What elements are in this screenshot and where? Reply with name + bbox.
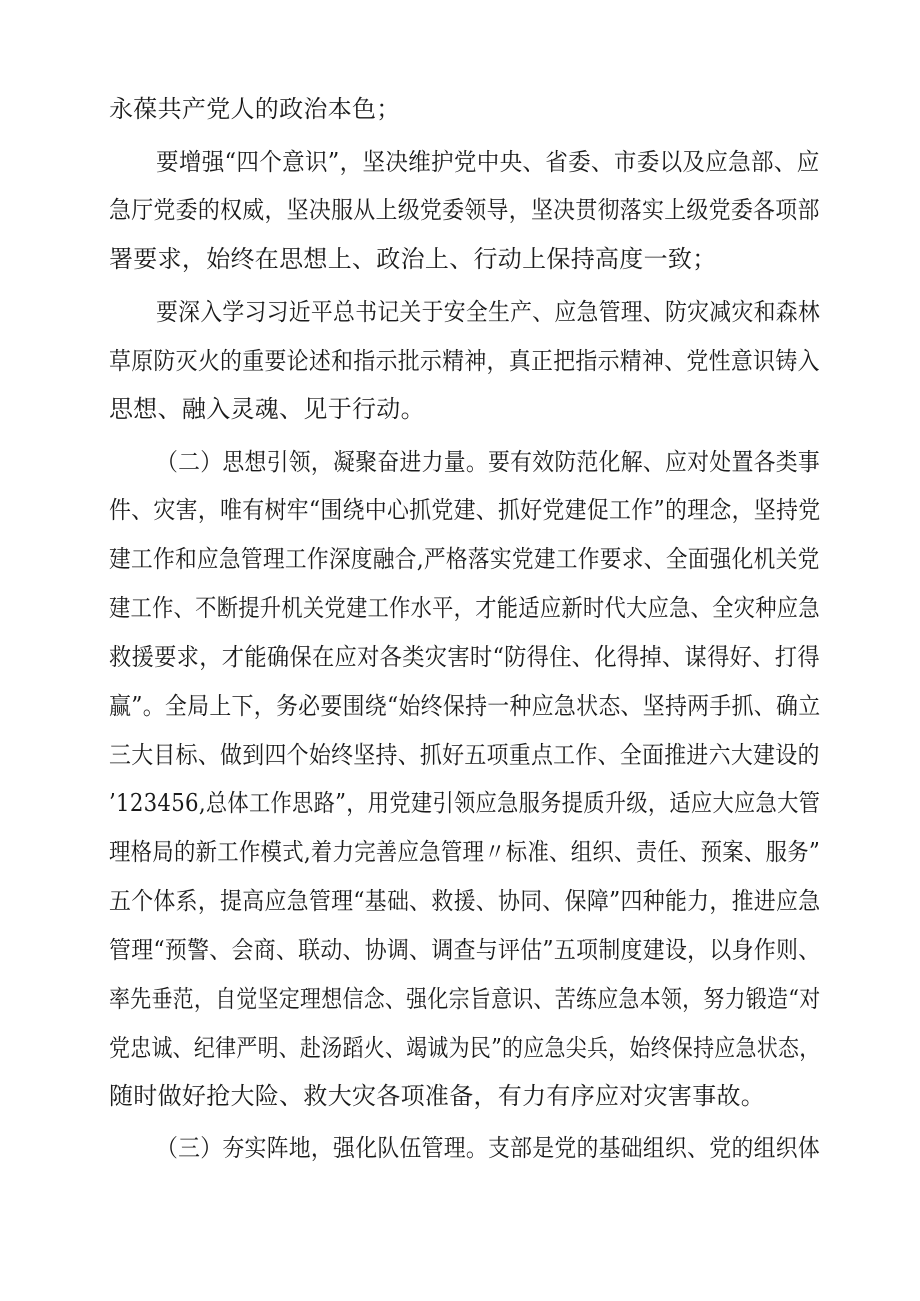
text-line: （二）思想引领，凝聚奋进力量。要有效防范化解、应对处置各类事 — [156, 448, 820, 476]
text-line: 建工作和应急管理工作深度融合,严格落实党建工作要求、全面强化机关党 — [109, 545, 820, 573]
text-line: 建工作、不断提升机关党建工作水平，才能适应新时代大应急、全灾种应急 — [109, 594, 820, 622]
text-line: 三大目标、做到四个始终坚持、抓好五项重点工作、全面推进六大建设的 — [109, 741, 820, 769]
text-line: 党忠诚、纪律严明、赴汤蹈火、竭诚为民”的应急尖兵，始终保持应急状态， — [109, 1034, 821, 1062]
text-line: ’123456,总体工作思路”，用党建引领应急服务提质升级，适应大应急大管 — [109, 789, 821, 817]
text-line: （三）夯实阵地，强化队伍管理。支部是党的基础组织、党的组织体 — [156, 1134, 820, 1162]
text-line: 思想、融入灵魂、见于行动。 — [109, 395, 425, 423]
text-line: 件、灾害，唯有树牢“围绕中心抓党建、抓好党建促工作”的理念，坚持党 — [109, 496, 821, 524]
text-line: 随时做好抢大险、救大灾各项准备，有力有序应对灾害事故。 — [109, 1082, 766, 1110]
text-line: 永葆共产党人的政治本色； — [109, 95, 401, 123]
text-line: 草原防灭火的重要论述和指示批示精神，真正把指示精神、党性意识铸入 — [109, 347, 820, 375]
text-line: 急厅党委的权威，坚决服从上级党委领导，坚决贯彻落实上级党委各项部 — [109, 196, 820, 224]
text-line: 率先垂范，自觉坚定理想信念、强化宗旨意识、苦练应急本领，努力锻造“对 — [109, 985, 821, 1013]
text-line: 要深入学习习近平总书记关于安全生产、应急管理、防灾减灾和森林 — [156, 298, 820, 326]
text-line: 管理“预警、会商、联动、协调、调查与评估”五项制度建设，以身作则、 — [109, 936, 821, 964]
text-line: 救援要求，才能确保在应对各类灾害时“防得住、化得掉、谋得好、打得 — [109, 643, 820, 671]
text-line: 理格局的新工作模式,着力完善应急管理〃标准、组织、责任、预案、服务” — [109, 838, 821, 866]
text-line: 赢”。全局上下，务必要围绕“始终保持一种应急状态、坚持两手抓、确立 — [109, 692, 821, 720]
text-line: 要增强“四个意识”，坚决维护党中央、省委、市委以及应急部、应 — [156, 148, 820, 176]
text-line: 署要求，始终在思想上、政治上、行动上保持高度一致； — [109, 245, 717, 273]
text-line: 五个体系，提高应急管理“基础、救援、协同、保障”四种能力，推进应急 — [109, 887, 821, 915]
